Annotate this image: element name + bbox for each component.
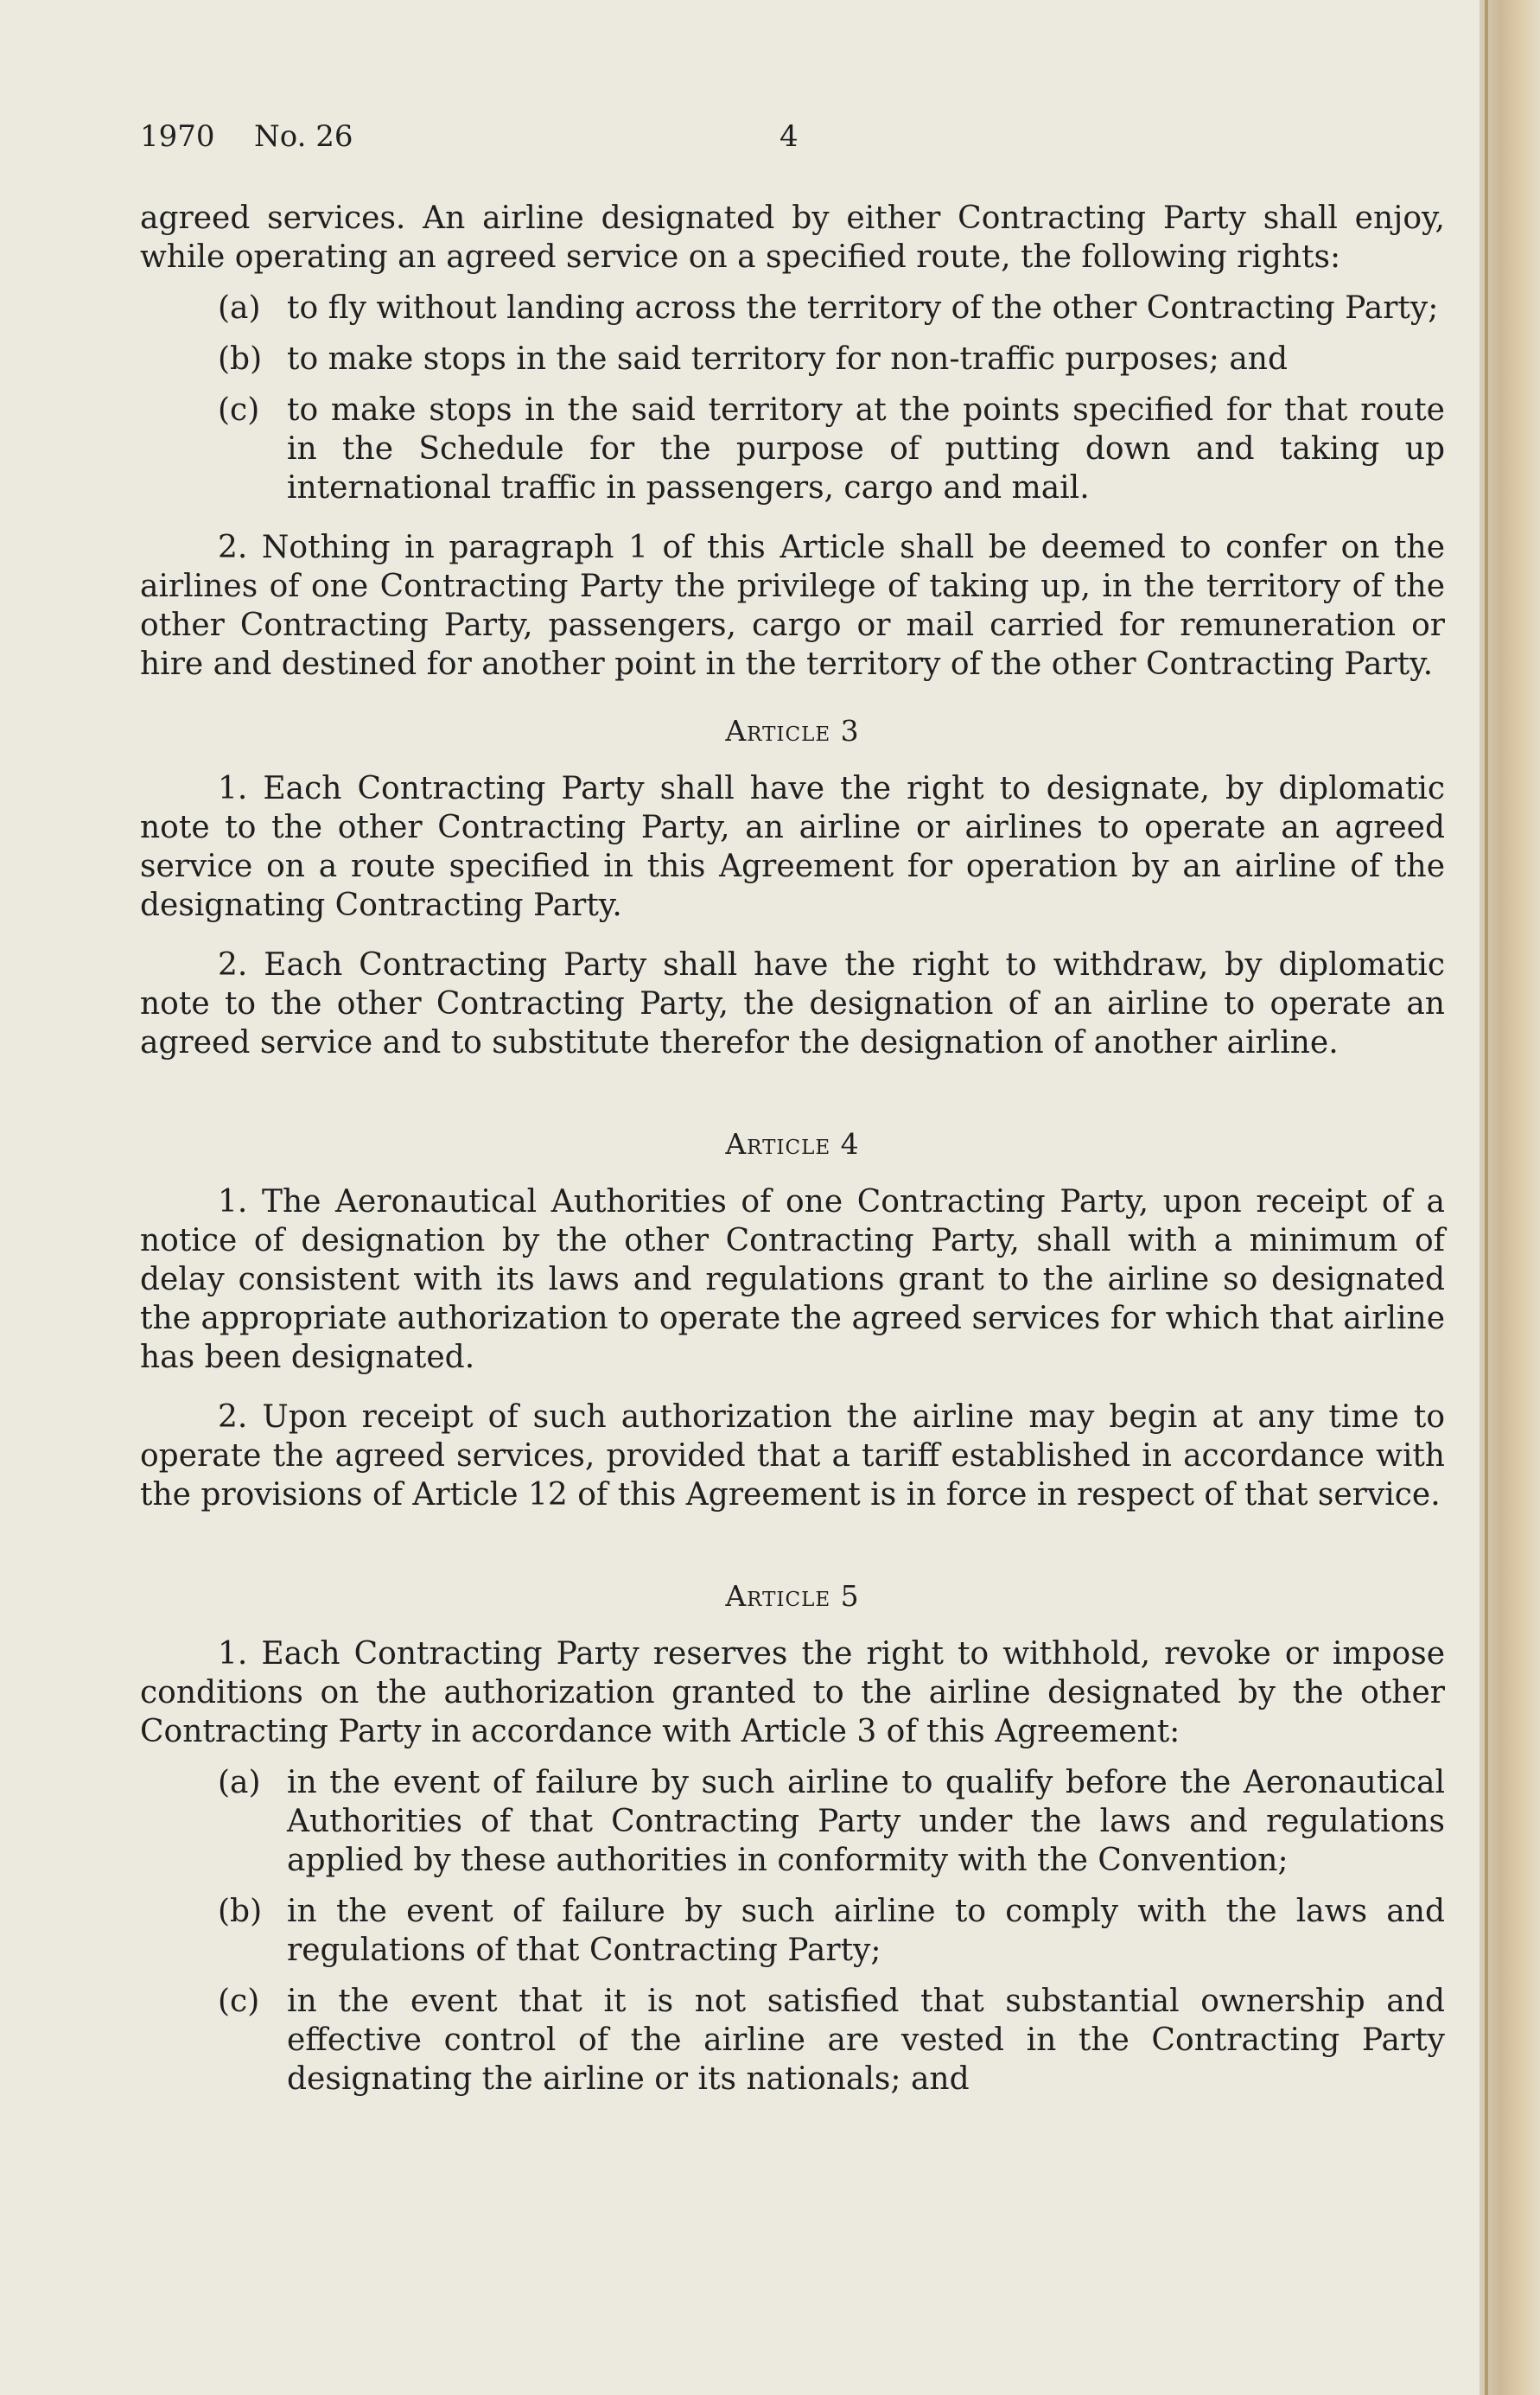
list-item bbox=[140, 340, 1445, 379]
body-text bbox=[140, 199, 1445, 2099]
article-3-heading: Article 3 bbox=[725, 714, 860, 748]
list-item-text: to fly without landing across the territory of the other Contracting Party; bbox=[287, 290, 1439, 326]
list-item-text: in the event that it is not satisfied that substantial ownership and effective control of the airline are vested in the Contracting Party designating the airline or its nationals; and bbox=[287, 1984, 1445, 2097]
list-item bbox=[140, 1892, 1445, 1970]
article-3-paragraph-2: 2. Each Contracting Party shall have the right to withdraw, by diplomatic note to the other Contracting Party, the designation of an airline to operate an agreed service and to substitute therefor the designation of another airline. bbox=[140, 947, 1445, 1061]
article-3-paragraph-1: 1. Each Contracting Party shall have the right to designate, by diplomatic note to the other Contracting Party, an airline or airlines to operate an agreed service on a route specified in this Agreement for operation by an airline of the designating Contracting Party. bbox=[140, 771, 1445, 923]
list-item-label: (a) bbox=[218, 1765, 261, 1800]
list-item-label: (b) bbox=[218, 1894, 263, 1929]
list-item bbox=[140, 391, 1445, 507]
list-item-text: to make stops in the said territory for non-traffic purposes; and bbox=[287, 341, 1289, 377]
page-number: 4 bbox=[780, 119, 799, 154]
list-item bbox=[140, 1763, 1445, 1880]
article-5-heading: Article 5 bbox=[725, 1579, 860, 1613]
list-item bbox=[140, 289, 1445, 328]
paragraph-2: 2. Nothing in paragraph 1 of this Article shall be deemed to confer on the airlines of one Contracting Party the privilege of taking up, in the territory of the other Contracting Party, passengers, cargo or mail carried for remuneration or hire and destined for another point in the territory of the other Contracting Party. bbox=[140, 530, 1445, 682]
list-item-label: (b) bbox=[218, 341, 263, 377]
list-item-text: to make stops in the said territory at the points specified for that route in the Schedule for the purpose of putting down and taking up international traffic in passengers, cargo and mail. bbox=[287, 392, 1445, 506]
list-item bbox=[140, 1982, 1445, 2099]
article-4-paragraph-1: 1. The Aeronautical Authorities of one Contracting Party, upon receipt of a notice of designation by the other Contracting Party, shall with a minimum of delay consistent with its laws and regulations grant to the airline so designated the appropriate authorization to operate the agreed services for which that airline has been designated. bbox=[140, 1184, 1445, 1375]
running-header bbox=[140, 111, 1445, 162]
list-item-label: (a) bbox=[218, 290, 261, 326]
article-4-paragraph-2: 2. Upon receipt of such authorization the airline may begin at any time to operate the agreed services, provided that a tariff established in accordance with the provisions of Article 12 of this Agreement is in force in respect of that service. bbox=[140, 1399, 1445, 1513]
list-item-label: (c) bbox=[218, 1984, 260, 2019]
intro-paragraph: agreed services. An airline designated by either Contracting Party shall enjoy, while operating an agreed service on a specified route, the following rights: bbox=[140, 201, 1445, 275]
list-item-label: (c) bbox=[218, 392, 260, 428]
article-4-heading: Article 4 bbox=[725, 1127, 860, 1161]
page-edge-line bbox=[1485, 0, 1488, 2395]
page-content bbox=[140, 111, 1445, 2099]
header-number: No. 26 bbox=[254, 119, 353, 154]
header-year: 1970 bbox=[140, 119, 215, 154]
article-5-paragraph-1: 1. Each Contracting Party reserves the right to withhold, revoke or impose conditions on the authorization granted to the airline designated by the other Contracting Party in accordance with Article 3 of this Agreement: bbox=[140, 1636, 1445, 1749]
list-item-text: in the event of failure by such airline to qualify before the Aeronautical Authorities of that Contracting Party under the laws and regulations applied by these authorities in conformity with the Convention; bbox=[287, 1765, 1445, 1878]
list-item-text: in the event of failure by such airline to comply with the laws and regulations of that Contracting Party; bbox=[287, 1894, 1445, 1968]
page-edge bbox=[1480, 0, 1540, 2395]
